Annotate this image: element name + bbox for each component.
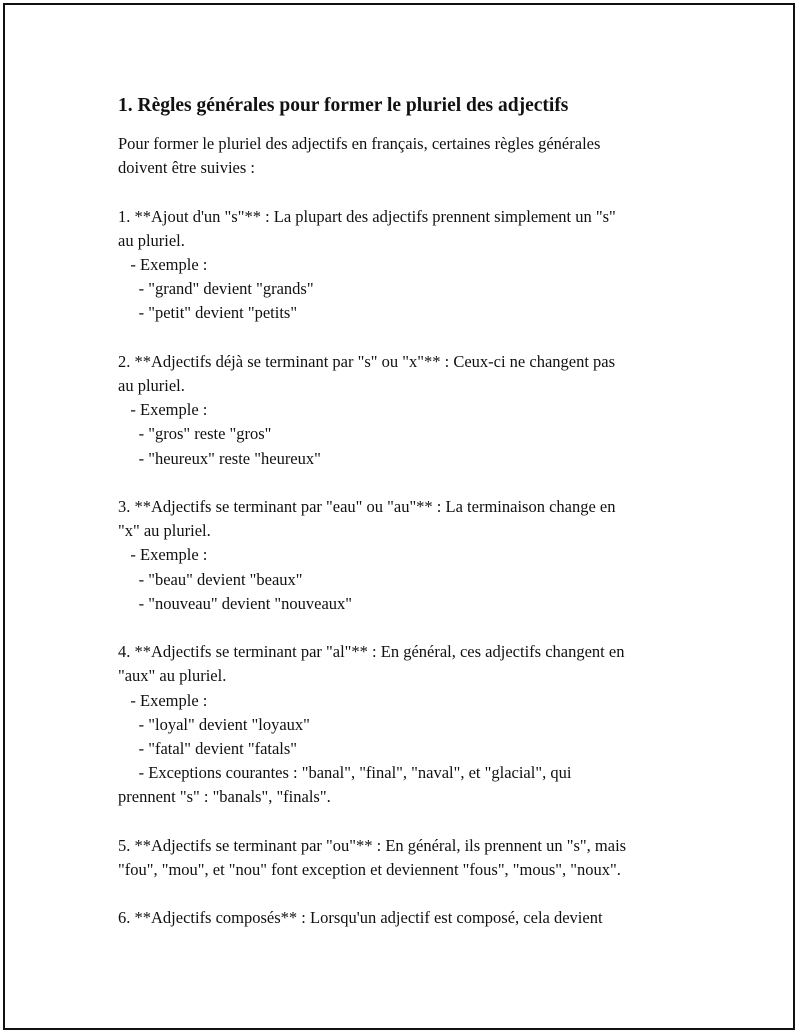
example-label: - Exemple : [118,400,208,420]
rule-line: 3. **Adjectifs se terminant par "eau" ou "au"** : La terminaison change en [118,497,616,516]
exceptions-line: prennent "s" : "banals", "finals". [118,787,331,807]
example-label: - Exemple : [118,545,208,565]
example-item: - "gros" reste "gros" [118,424,272,444]
rule-line: "aux" au pluriel. [118,666,227,686]
rule-line: 4. **Adjectifs se terminant par "al"** : En général, ces adjectifs changent en [118,642,625,662]
example-item: - "heureux" reste "heureux" [118,448,321,468]
example-item: - "grand" devient "grands" [118,279,314,299]
rule-line: 2. **Adjectifs déjà se terminant par "s" ou "x"** : Ceux-ci ne changent pas [118,351,616,371]
example-item: - "petit" devient "petits" [118,303,298,323]
example-item: - "fatal" devient "fatals" [118,739,298,759]
example-item: - "beau" devient "beaux" [118,569,303,589]
rule-line: au pluriel. [118,230,185,250]
intro-line: doivent être suivies : [118,158,256,178]
rule-eau-au [118,495,698,616]
document-body [118,92,698,931]
rule-line: 5. **Adjectifs se terminant par "ou"** : En général, ils prennent un "s", mais [118,835,627,855]
intro-line: Pour former le pluriel des adjectifs en français, certaines règles générales [118,134,601,153]
example-label: - Exemple : [118,690,208,710]
rule-ou [118,834,698,882]
rule-line: 1. **Ajout d'un "s"** : La plupart des adjectifs prennent simplement un "s" [118,206,616,226]
section-heading: 1. Règles générales pour former le pluriel des adjectifs [118,95,569,116]
rule-al [118,640,698,809]
rule-line: au pluriel. [118,376,185,395]
example-item: - "loyal" devient "loyaux" [118,714,310,734]
example-label: - Exemple : [118,255,208,274]
rule-line: 6. **Adjectifs composés** : Lorsqu'un adjectif est composé, cela devient [118,908,603,928]
rule-s-x [118,350,698,471]
rule-ajout-s [118,205,698,326]
rule-composes [118,906,698,930]
rule-line: "fou", "mou", et "nou" font exception et deviennent "fous", "mous", "noux". [118,860,621,880]
rule-line: "x" au pluriel. [118,521,211,541]
exceptions-line: - Exceptions courantes : "banal", "final", "naval", et "glacial", qui [118,763,572,783]
intro-paragraph [118,132,698,180]
example-item: - "nouveau" devient "nouveaux" [118,593,353,613]
